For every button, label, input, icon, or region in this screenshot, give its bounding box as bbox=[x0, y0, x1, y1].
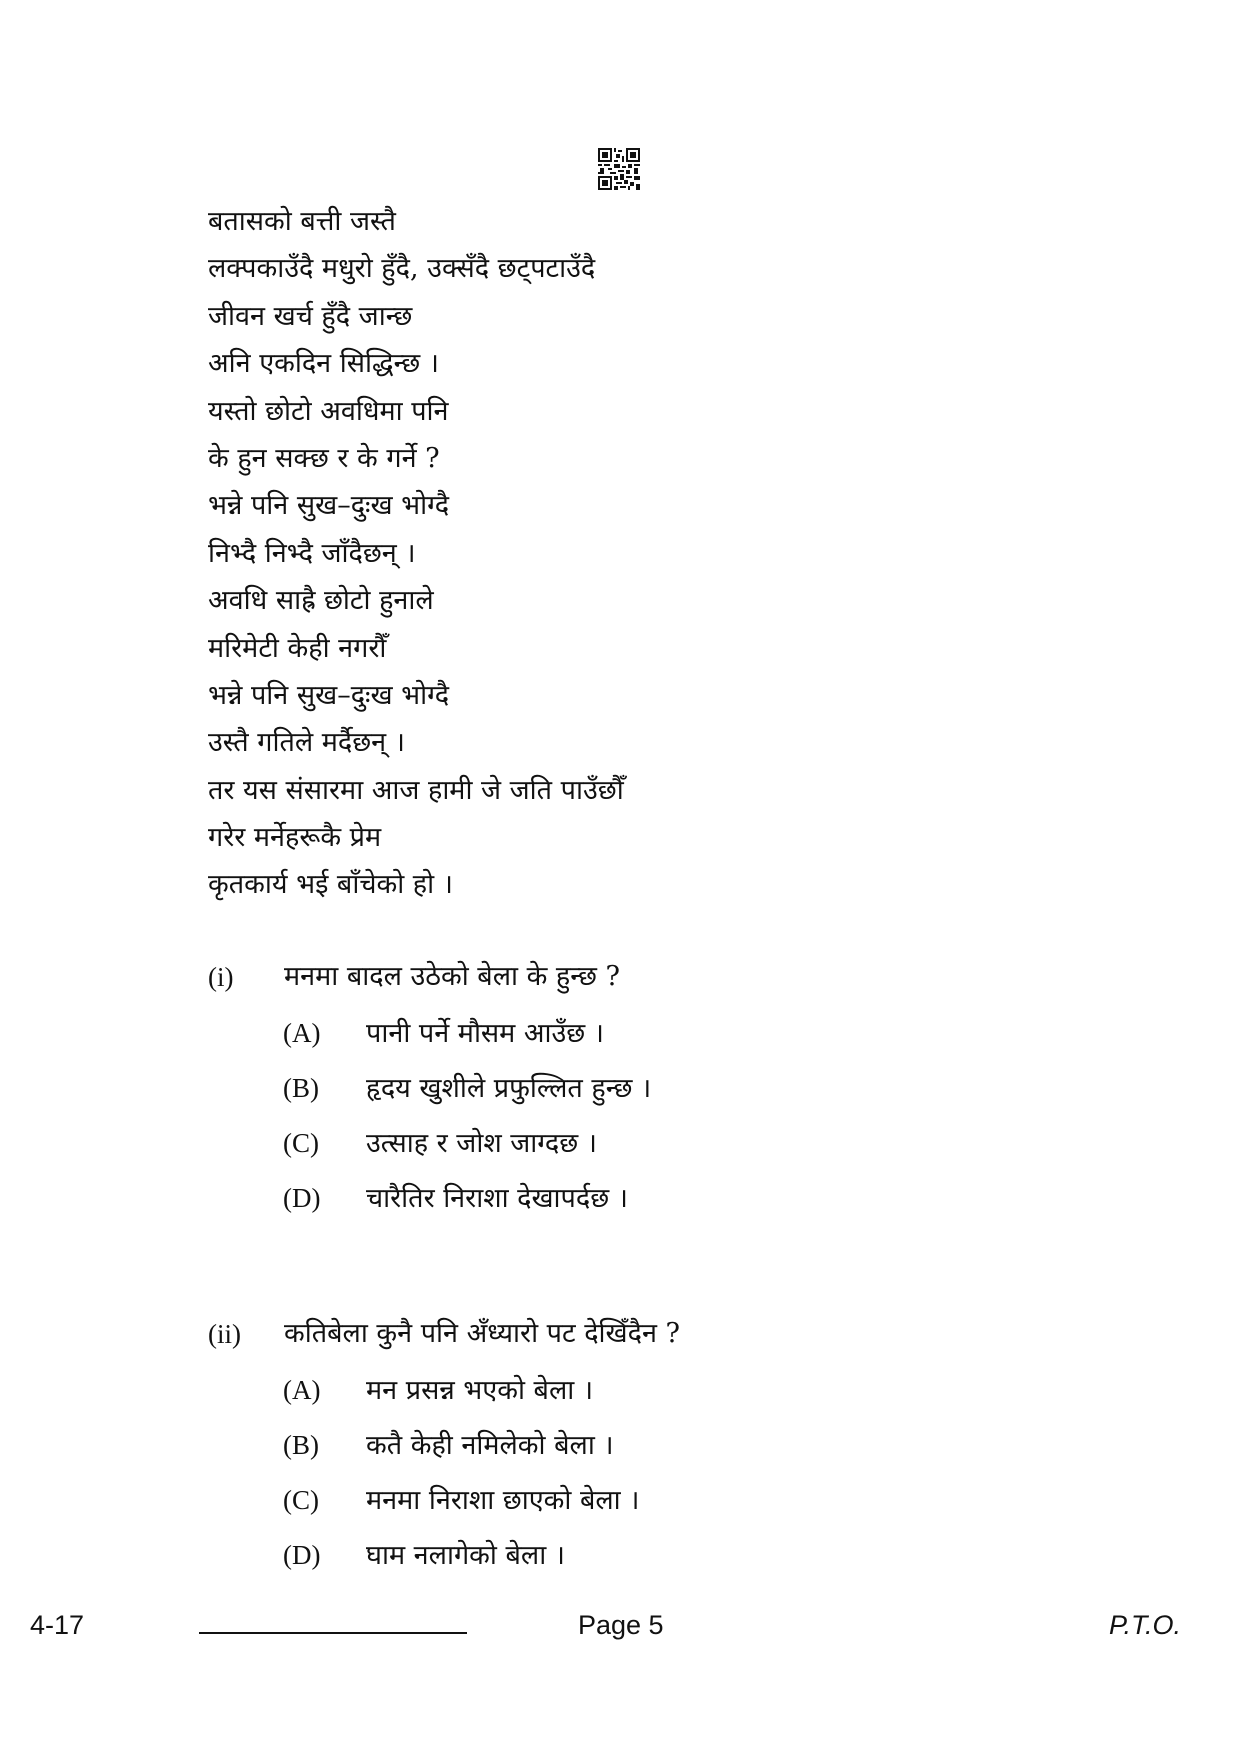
poem-passage bbox=[208, 198, 624, 909]
option-letter: (D) bbox=[283, 1540, 321, 1570]
option-c bbox=[208, 1473, 1108, 1528]
paper-code: 4-17 bbox=[30, 1610, 85, 1640]
poem-line: भन्ने पनि सुख–दुःख भोग्दै bbox=[208, 490, 450, 522]
option-letter: (B) bbox=[283, 1430, 319, 1460]
poem-line: लक्पकाउँदै मधुरो हुँदै, उक्सँदै छट्पटाउँदै bbox=[208, 253, 596, 285]
option-text: मन प्रसन्न भएको बेला । bbox=[366, 1375, 594, 1406]
option-letter: (C) bbox=[283, 1128, 319, 1158]
poem-line: उस्तै गतिले मर्दैछन् । bbox=[208, 727, 405, 759]
option-a bbox=[208, 1363, 1108, 1418]
poem-line: कृतकार्य भई बाँचेको हो । bbox=[208, 869, 453, 901]
poem-line: जीवन खर्च हुँदै जान्छ bbox=[208, 300, 413, 332]
question-text: कतिबेला कुनै पनि अँध्यारो पट देखिँदैन ? bbox=[284, 1318, 680, 1349]
option-d bbox=[208, 1171, 1108, 1226]
option-text: कतै केही नमिलेको बेला । bbox=[366, 1430, 614, 1461]
poem-line: अनि एकदिन सिद्धिन्छ । bbox=[208, 348, 440, 380]
poem-line: मरिमेटी केही नगरौँ bbox=[208, 632, 387, 664]
question-2 bbox=[208, 1305, 1108, 1583]
poem-line: भन्ने पनि सुख–दुःख भोग्दै bbox=[208, 679, 450, 711]
qr-code-icon bbox=[598, 148, 640, 190]
option-c bbox=[208, 1116, 1108, 1171]
poem-line: बतासको बत्ती जस्तै bbox=[208, 206, 396, 237]
option-letter: (A) bbox=[283, 1018, 321, 1048]
question-number: (i) bbox=[208, 962, 234, 992]
option-text: मनमा निराशा छाएको बेला । bbox=[366, 1485, 640, 1516]
option-text: पानी पर्ने मौसम आउँछ । bbox=[366, 1018, 605, 1049]
option-letter: (A) bbox=[283, 1375, 321, 1405]
question-stem bbox=[208, 948, 1108, 1006]
question-1 bbox=[208, 948, 1108, 1226]
question-text: मनमा बादल उठेको बेला के हुन्छ ? bbox=[284, 961, 620, 992]
question-stem bbox=[208, 1305, 1108, 1363]
poem-line: यस्तो छोटो अवधिमा पनि bbox=[208, 395, 449, 427]
option-text: हृदय खुशीले प्रफुल्लित हुन्छ । bbox=[366, 1073, 652, 1104]
option-b bbox=[208, 1061, 1108, 1116]
option-b bbox=[208, 1418, 1108, 1473]
option-text: उत्साह र जोश जाग्दछ । bbox=[366, 1128, 597, 1159]
pto-label: P.T.O. bbox=[1108, 1610, 1181, 1640]
option-text: चारैतिर निराशा देखापर्दछ । bbox=[366, 1183, 628, 1214]
option-letter: (B) bbox=[283, 1073, 319, 1103]
poem-line: गरेर मर्नेहरूकै प्रेम bbox=[208, 822, 382, 854]
option-a bbox=[208, 1006, 1108, 1061]
poem-line: निभ्दै निभ्दै जाँदैछन् । bbox=[208, 537, 416, 569]
page-footer bbox=[0, 1610, 1241, 1650]
option-d bbox=[208, 1528, 1108, 1583]
question-number: (ii) bbox=[208, 1319, 241, 1349]
option-letter: (C) bbox=[283, 1485, 319, 1515]
footer-rule bbox=[199, 1632, 467, 1634]
option-text: घाम नलागेको बेला । bbox=[366, 1540, 566, 1571]
poem-line: तर यस संसारमा आज हामी जे जति पाउँछौँ bbox=[208, 774, 624, 806]
poem-line: अवधि साह्रै छोटो हुनाले bbox=[208, 585, 434, 617]
poem-line: के हुन सक्छ र के गर्ने ? bbox=[208, 442, 440, 474]
option-letter: (D) bbox=[283, 1183, 321, 1213]
page-number: Page 5 bbox=[578, 1610, 664, 1640]
